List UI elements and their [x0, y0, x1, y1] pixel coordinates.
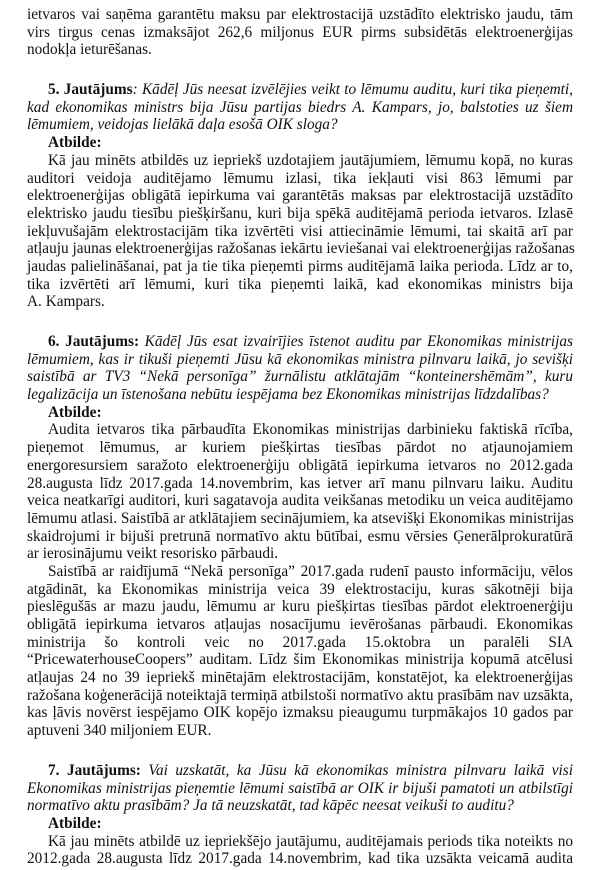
question-line: [27, 386, 573, 404]
text-line: pieslēgušās ar mazu jaudu, lēmumu ar kuru piešķirtas tiesības pārdot elektroenerģiju: [27, 598, 573, 616]
question-text: lēmumiem, kas ir tikuši pieņemti Jūsu kā ekonomikas ministra pilnvaru laikā, jo sevišķi: [27, 350, 573, 368]
text-line: 2012.gada 28.augusta līdz 2017.gada 14.novembrim, kad tika uzsākta veicamā audita: [27, 850, 573, 868]
question-label: 5. Jautājums: [48, 81, 133, 99]
question-text: : Kādēļ Jūs neesat izvēlējies veikt to lēmumu auditu, kuri tika pieņemti,: [132, 81, 573, 99]
question-line: [27, 333, 573, 351]
question-line: [27, 780, 573, 798]
question-line: [27, 351, 573, 369]
text-line: veica neatkarīgi auditori, kuri sagatavoja audita veikšanas metodiku un veica auditējamo: [27, 492, 573, 510]
text-line: “PricewaterhouseCoopers” auditam. Līdz šim Ekonomikas ministrija kopumā atcēlusi: [27, 651, 573, 669]
text-line: lēmumu atlasi. Saistībā ar atklātajiem secinājumiem, ka atsevišķi Ekonomikas ministrijas: [27, 509, 574, 527]
text-line: pieņemot lēmumus, ar kuriem piešķirtas tiesības pārdot no atjaunojamiem: [27, 439, 573, 457]
question-text: Ekonomikas ministrijas pieņemtie lēmumi saistībā ar OIK ir bijuši pamatoti un atbilstīgi: [27, 779, 573, 797]
answer-label: Atbilde:: [48, 134, 102, 152]
question-text: lēmumiem, veidojas lielākā daļa esošā OIK sloga?: [27, 116, 338, 134]
text-line: Kā jau minēts atbildē uz iepriekšējo jautājumu, auditējamais periods tika noteikts no: [48, 832, 573, 850]
paragraph: [27, 152, 573, 311]
paragraph: [27, 421, 573, 563]
document-page: [27, 6, 573, 868]
text-line: Kā jau minēts atbildēs uz iepriekš uzdotajiem jautājumiem, lēmumu kopā, no kuras: [48, 151, 573, 169]
text-line: atļauju jaunas elektroenerģijas ražošanas iekārtu ieviešanai vai elektroenerģijas ražošanas: [27, 240, 575, 258]
question-block: [27, 333, 573, 404]
answer-label: Atbilde:: [48, 403, 102, 421]
text-line: energoresursiem saražoto elektroenerģiju obligātā iepirkuma ietvaros no 2012.gada: [27, 456, 573, 474]
question-text: legalizācija un īstenošana nebūtu iespējama bez Ekonomikas ministrijas līdzdalības?: [27, 386, 549, 404]
text-line: kas ļāvis novērst iespējamo OIK kopējo izmaksu pieaugumu turpmākajos 10 gados par: [27, 704, 573, 722]
text-line: ietvaros vai saņēma garantētu maksu par elektrostacijā uzstādīto elektrisko jaudu, tām: [27, 6, 573, 23]
question-line: [27, 81, 573, 99]
question-line: [27, 797, 573, 815]
text-line: Audita ietvaros tika pārbaudīta Ekonomikas ministrijas darbinieku faktiskā rīcība,: [48, 421, 573, 439]
question-label: 6. Jautājums:: [48, 333, 140, 350]
paragraph: [27, 6, 573, 59]
text-line: elektroenerģijas obligātā iepirkuma vai garantētās maksas par elektrostacijā uzstādīto: [27, 187, 573, 205]
question-line: [27, 116, 573, 134]
text-line: elektrisko jaudu tiesību piešķiršanu, kuri bija spēkā auditējamā perioda ietvaros. Izlasē: [27, 204, 573, 222]
paragraph: [27, 833, 573, 868]
text-line: Saistībā ar raidījumā “Nekā personīga” 2017.gada rudenī pausto informāciju, vēlos: [48, 562, 573, 580]
question-line: [27, 99, 573, 117]
question-text: kad ekonomikas ministrs bija Jūsu partijas biedrs A. Kampars, jo, balstoties uz šiem: [27, 98, 573, 116]
text-line: jaudas palielināšanai, pat ja tie tika pieņemti pirms auditējamā laika perioda. Līdz ar to,: [27, 257, 573, 275]
text-line: virs tirgus cenas izmaksājot 262,6 miljonus EUR pirms subsidētās elektroenerģijas: [27, 23, 573, 41]
question-line: [27, 368, 573, 386]
text-line: 28.augusta līdz 2017.gada 14.novembrim, kas ietver arī manu pilnvaru laiku. Auditu: [27, 474, 573, 492]
text-line: aptuveni 340 miljoniem EUR.: [27, 722, 212, 740]
question-text: Vai uzskatāt, ka Jūsu kā ekonomikas ministra pilnvaru laikā visi: [140, 761, 573, 779]
question-text: saistībā ar TV3 “Nekā personīga” žurnālistu atklātajām “konteinershēmām”, kuru: [27, 368, 573, 386]
question-text: normatīvo aktu prasībām? Ja tā neuzskatāt, tad kāpēc neesat veikuši to auditu?: [27, 797, 514, 815]
text-line: ar ierosinājumu veikt resorisko pārbaudi.: [27, 545, 279, 563]
text-line: auditori veidoja auditējamo lēmumu izlasi, tika iekļauti visi 863 lēmumi par: [27, 169, 573, 187]
text-line: nodokļa ieturēšanas.: [27, 41, 152, 59]
text-line: obligātā iepirkuma ietvaros atļaujas nosacījumu ievērošanas pārbaudi. Ekonomikas: [27, 616, 573, 633]
text-line: tika izvērtēti arī lēmumi, kuri tika pieņemti laikā, kad ekonomikas ministrs bija: [27, 275, 573, 293]
question-block: [27, 762, 573, 815]
question-text: Kādēļ Jūs esat izvairījies īstenot auditu par Ekonomikas ministrijas: [139, 333, 573, 350]
text-line: ministrija šo kontroli veic no 2017.gada 15.oktobra un paralēli SIA: [27, 633, 573, 651]
text-line: A. Kampars.: [27, 293, 105, 311]
text-line: iekļuvušajām elektrostacijām tika izvērtēti visi attiecināmie lēmumi, tai skaitā arī par: [27, 222, 573, 240]
text-line: atļaujas 24 no 39 iepriekš minētajām elektrostacijām, konstatējot, ka elektroenerģijas: [27, 669, 573, 687]
question-label: 7. Jautājums:: [48, 761, 141, 779]
question-line: [27, 762, 573, 780]
text-line: skaidrojumi ir bijuši pretrunā normatīvo aktu būtībai, esmu vērsies Ģenerālprokuratūrā: [27, 527, 573, 545]
text-line: ražošana koģenerācijā noteiktajā termiņā atbilstoši normatīvo aktu prasībām nav uzsākta,: [27, 686, 573, 704]
text-line: atgādināt, ka Ekonomikas ministrija veica 39 elektrostaciju, kuras sākotnēji bija: [27, 580, 573, 598]
paragraph: [27, 563, 573, 740]
question-block: [27, 81, 573, 134]
answer-label: Atbilde:: [48, 814, 102, 832]
